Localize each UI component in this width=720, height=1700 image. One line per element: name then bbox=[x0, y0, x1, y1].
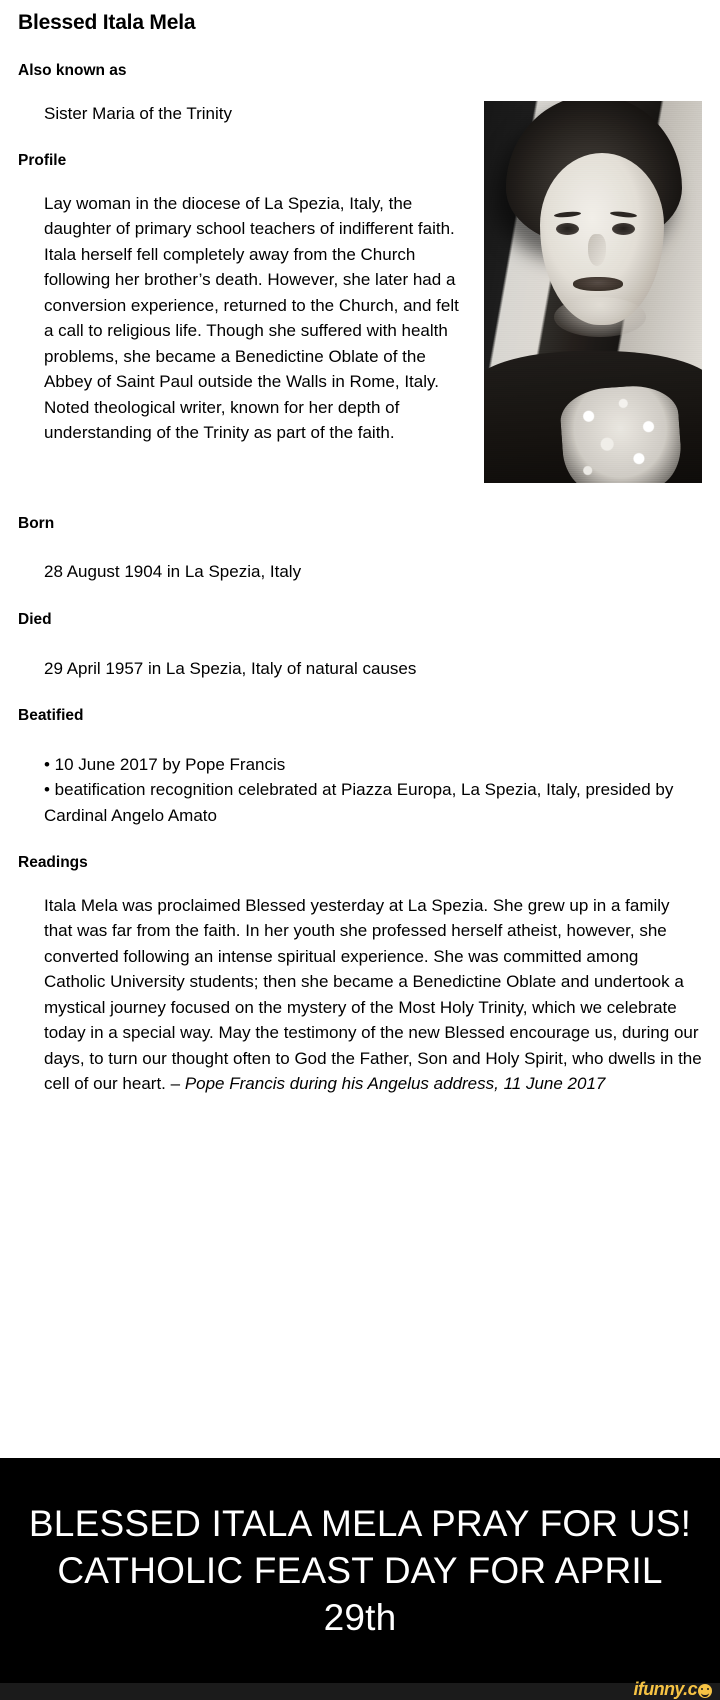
also-known-as-value: Sister Maria of the Trinity bbox=[44, 103, 233, 123]
portrait-film-grain bbox=[484, 101, 702, 483]
section-heading-also-known-as: Also known as bbox=[18, 62, 127, 80]
section-heading-born: Born bbox=[18, 514, 55, 532]
article-content-lower bbox=[0, 489, 720, 1097]
caption-banner bbox=[0, 1458, 720, 1683]
beatified-list-item: • 10 June 2017 by Pope Francis bbox=[44, 754, 286, 774]
beatified-list-item: • beatification recognition celebrated at Piazza Europa, La Spezia, Italy, presided by Cardinal Angelo Amato bbox=[44, 780, 674, 825]
smiley-icon bbox=[698, 1684, 712, 1698]
readings-paragraph bbox=[18, 893, 702, 1097]
died-value: 29 April 1957 in La Spezia, Italy of natural causes bbox=[44, 658, 417, 678]
readings-attribution: Pope Francis during his Angelus address, 11 June 2017 bbox=[184, 1074, 606, 1094]
portrait-photo bbox=[484, 101, 702, 483]
caption-banner-text: BLESSED ITALA MELA PRAY FOR US! CATHOLIC FEAST DAY FOR APRIL 29th bbox=[28, 1503, 692, 1638]
section-heading-profile: Profile bbox=[18, 152, 67, 170]
profile-text: Lay woman in the diocese of La Spezia, Italy, the daughter of primary school teachers of indifferent faith. Itala herself fell completely away from the Church following her brother’s death. However, she later had a conversion experience, returned to the Church, and felt a call to religious life. Though she suffered with health problems, she became a Benedictine Oblate of the Abbey of Saint Paul outside the Walls in Rome, Italy. Noted theological writer, known for her depth of understanding of the Trinity as part of the faith. bbox=[44, 193, 459, 443]
page-title: Blessed Itala Mela bbox=[18, 11, 196, 34]
ifunny-watermark bbox=[633, 1679, 712, 1699]
section-heading-beatified: Beatified bbox=[18, 707, 84, 725]
born-value: 28 August 1904 in La Spezia, Italy bbox=[44, 562, 302, 582]
beatified-list bbox=[18, 752, 702, 829]
article-content bbox=[0, 0, 720, 489]
footer-bar bbox=[0, 1683, 720, 1700]
section-heading-readings: Readings bbox=[18, 854, 88, 872]
section-heading-died: Died bbox=[18, 610, 52, 628]
ifunny-watermark-text: ifunny.c bbox=[633, 1679, 697, 1699]
readings-text: Itala Mela was proclaimed Blessed yesterday at La Spezia. She grew up in a family that was far from the faith. In her youth she professed herself atheist, however, she converted following an intense spiritual experience. She was committed among Catholic University students; then she became a Benedictine Oblate and undertook a mystical journey focused on the mystery of the Most Holy Trinity, which we celebrate today in a special way. May the testimony of the new Blessed encourage us, during our days, to turn our thought often to God the Father, Son and Holy Spirit, who dwells in the cell of our heart. – bbox=[44, 895, 702, 1094]
